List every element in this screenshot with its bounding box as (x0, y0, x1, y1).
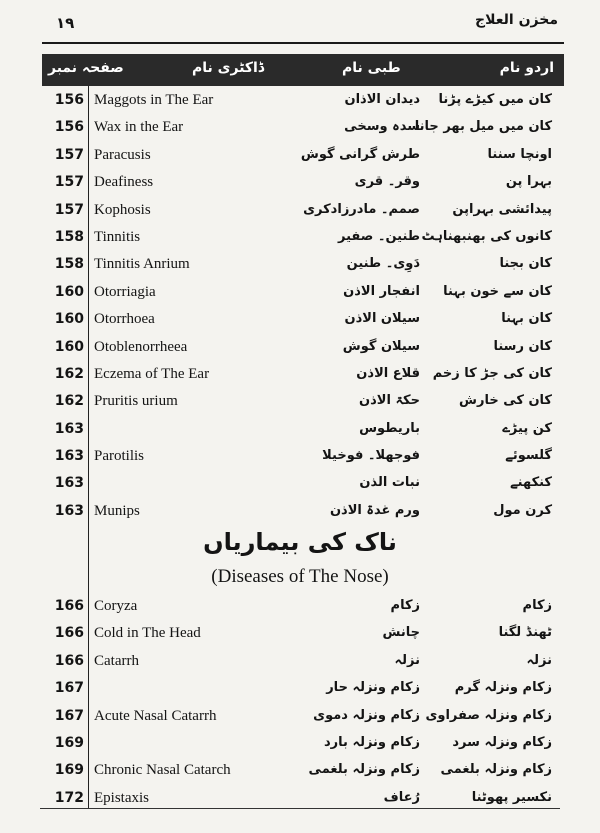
english-name-cell: Cold in The Head (94, 625, 201, 642)
urdu-name-cell: نکسیر پھوٹنا (471, 789, 552, 805)
table-row (0, 170, 600, 197)
table-row (0, 676, 600, 703)
tibbi-name-cell: دَوِی۔ طنین (346, 256, 420, 272)
english-name-cell: Kophosis (94, 201, 151, 218)
tibbi-name-cell: سیلان الاذن (344, 311, 420, 327)
urdu-name-cell: کان میں میل بھر جانا (414, 119, 552, 135)
urdu-name-cell: کان میں کیڑے پڑنا (438, 92, 552, 107)
page-number-cell: 167 (54, 707, 84, 724)
ear-disease-table (0, 88, 600, 526)
table-row (0, 362, 600, 389)
table-row (0, 444, 600, 471)
book-title: مخزن العلاج (475, 12, 558, 28)
urdu-name-cell: گلسوئے (505, 448, 552, 464)
section-title-english: (Diseases of The Nose) (211, 566, 389, 587)
page-number-cell: 160 (54, 283, 84, 300)
table-row (0, 225, 600, 252)
table-row (0, 471, 600, 498)
tibbi-name-cell: زکام ونزلہ بارد (324, 734, 420, 750)
page-number-cell: 172 (54, 789, 84, 806)
tibbi-name-cell: دیدان الاذان (344, 92, 420, 107)
tibbi-name-cell: صمم۔ مادرزادکری (303, 201, 420, 217)
english-name-cell: Epistaxis (94, 789, 149, 806)
page-number-cell: 167 (54, 680, 84, 697)
nose-disease-table (0, 594, 600, 813)
table-row (0, 731, 600, 758)
table-row (0, 594, 600, 621)
english-name-cell: Eczema of The Ear (94, 365, 210, 382)
english-name-cell: Paracusis (94, 146, 151, 163)
page-number-cell: 169 (54, 734, 84, 751)
tibbi-name-cell: زکام ونزلہ حار (326, 680, 420, 696)
tibbi-name-cell: فوجھلا۔ فوخیلا (322, 448, 420, 464)
table-row (0, 143, 600, 170)
tibbi-name-cell: ورم غدۃ الاذن (329, 502, 420, 518)
page-number-cell: 166 (54, 652, 84, 669)
urdu-name-cell: زکام ونزلہ بلغمی (440, 762, 552, 778)
tibbi-name-cell: انفجار الاذن (343, 283, 420, 299)
table-row (0, 252, 600, 279)
english-name-cell: Otorriagia (94, 283, 156, 300)
urdu-name-cell: کن پیڑے (502, 420, 552, 436)
table-row (0, 758, 600, 785)
footer-rule (40, 808, 560, 809)
tibbi-name-cell: حکۃ الاذن (359, 393, 420, 409)
page-number: ۱۹ (56, 14, 75, 32)
urdu-name-cell: زکام ونزلہ صفراوی (425, 707, 552, 723)
english-name-cell: Coryza (94, 598, 138, 614)
table-row (0, 307, 600, 334)
english-name-cell: Parotilis (94, 448, 145, 465)
page-number-cell: 163 (54, 502, 84, 519)
table-row (0, 198, 600, 225)
urdu-name-cell: کان بجنا (499, 256, 552, 272)
english-name-cell: Tinnitis (94, 228, 141, 245)
urdu-name-cell: پیدائشی بہراپن (452, 201, 552, 217)
tibbi-name-cell: زکام ونزلہ دموی (313, 707, 420, 723)
table-row (0, 115, 600, 142)
page-number-cell: 162 (54, 393, 84, 410)
english-name-cell: Deafiness (94, 174, 154, 191)
urdu-name-cell: کان کی خارش (459, 393, 552, 409)
tibbi-name-cell: باریطوس (359, 420, 420, 436)
tibbi-name-cell: طرش گرانی گوش (300, 146, 420, 162)
urdu-name-cell: کان کی جڑ کا زخم (432, 365, 552, 381)
tibbi-name-cell: وقر۔ قری (354, 174, 420, 190)
english-name-cell: Tinnitis Anrium (94, 256, 190, 273)
table-row (0, 417, 600, 444)
tibbi-name-cell: رُعاف (383, 789, 420, 805)
page-number-cell: 156 (54, 92, 84, 108)
urdu-name-cell: نزلہ (526, 652, 552, 668)
tibbi-name-cell: چانش (382, 625, 420, 641)
tibbi-name-cell: نزلہ (394, 652, 420, 668)
table-row (0, 621, 600, 648)
column-header-urdu-name: اردو نام (499, 60, 554, 76)
table-row (0, 389, 600, 416)
page-number-cell: 160 (54, 311, 84, 328)
table-row (0, 649, 600, 676)
page-number-cell: 158 (54, 256, 84, 273)
page-number-cell: 160 (54, 338, 84, 355)
page-number-cell: 166 (54, 625, 84, 642)
english-name-cell: Acute Nasal Catarrh (94, 707, 217, 724)
tibbi-name-cell: قلاع الاذن (356, 365, 420, 381)
column-header-tibbi-name: طبی نام (342, 60, 401, 76)
page-number-cell: 163 (54, 420, 84, 437)
english-name-cell: Wax in the Ear (94, 119, 184, 136)
tibbi-name-cell: نبات الذن (359, 475, 420, 491)
urdu-name-cell: بہرا پن (505, 174, 552, 190)
page-number-cell: 162 (54, 365, 84, 382)
urdu-name-cell: کان سے خون بہنا (443, 283, 552, 299)
urdu-name-cell: زکام (522, 598, 552, 613)
table-row (0, 335, 600, 362)
english-name-cell: Otorrhoea (94, 311, 155, 328)
urdu-name-cell: کانوں کی بھنبھناہٹ (421, 228, 552, 244)
urdu-name-cell: ٹھنڈ لگنا (498, 625, 552, 641)
english-name-cell: Munips (94, 502, 140, 519)
table-row (0, 499, 600, 526)
urdu-name-cell: اونچا سننا (487, 146, 552, 162)
header-rule (42, 42, 564, 44)
english-name-cell: Chronic Nasal Catarch (94, 762, 231, 779)
tibbi-name-cell: سیلان گوش (342, 338, 420, 354)
column-header-page: صفحہ نمبر (48, 60, 124, 76)
table-row (0, 88, 600, 115)
page-number-cell: 169 (54, 762, 84, 779)
english-name-cell: Pruritis urium (94, 393, 178, 410)
table-row (0, 280, 600, 307)
english-name-cell: Maggots in The Ear (94, 92, 214, 108)
urdu-name-cell: زکام ونزلہ گرم (454, 680, 552, 696)
section-title-urdu: ناک کی بیماریاں (203, 528, 397, 556)
tibbi-name-cell: سدہ وسخی (344, 119, 420, 135)
page-number-cell: 166 (54, 598, 84, 614)
page-number-cell: 158 (54, 228, 84, 245)
page-number-cell: 163 (54, 475, 84, 492)
page-number-cell: 157 (54, 146, 84, 163)
urdu-name-cell: کان بہنا (501, 311, 552, 327)
page-number-cell: 157 (54, 174, 84, 191)
page-number-cell: 157 (54, 201, 84, 218)
column-header-doctor-name: ڈاکٹری نام (192, 60, 265, 76)
english-name-cell: Catarrh (94, 652, 139, 669)
table-row (0, 704, 600, 731)
page-number-cell: 156 (54, 119, 84, 136)
column-header-bar (42, 54, 564, 86)
urdu-name-cell: کان رسنا (493, 338, 552, 354)
tibbi-name-cell: زکام (390, 598, 420, 613)
page-number-cell: 163 (54, 448, 84, 465)
english-name-cell: Otoblenorrheea (94, 338, 188, 355)
tibbi-name-cell: طنین۔ صفیر (337, 228, 420, 244)
urdu-name-cell: کرن مول (493, 502, 552, 518)
table-row (0, 786, 600, 813)
urdu-name-cell: کنکھنے (510, 475, 552, 491)
urdu-name-cell: زکام ونزلہ سرد (452, 734, 552, 750)
tibbi-name-cell: زکام ونزلہ بلغمی (308, 762, 420, 778)
